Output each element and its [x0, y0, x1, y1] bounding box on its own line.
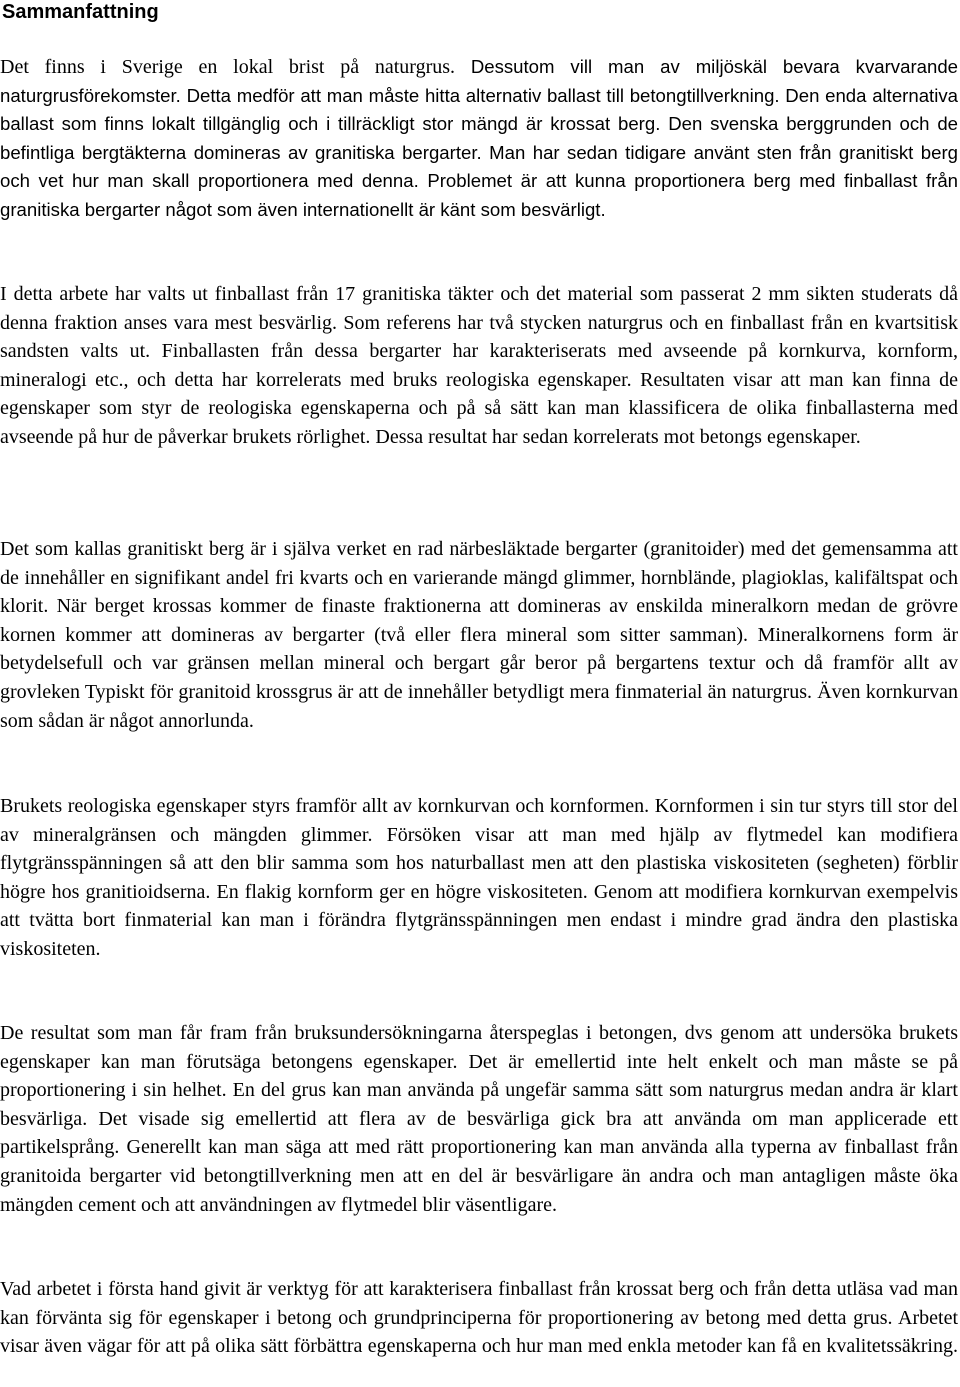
paragraph-intro — [0, 53, 958, 224]
paragraph-conclusion-text: Vad arbetet i första hand givit är verktyg för att karakterisera finballast från krossat berg och från detta utläsa vad man kan förvänta sig för egenskaper i betong och grundprinciperna för proportionering av betong med detta grus. Arbetet visar även vägar för att på olika sätt förbättra egenskaperna och hur man med enkla metoder kan få en kvalitetssäkring. — [0, 1278, 958, 1358]
paragraph-concrete-text: De resultat som man får fram från bruksundersökningarna återspeglas i betongen, dvs genom att undersöka brukets egenskaper kan man förutsäga betongens egenskaper. Det är emellertid inte helt enkelt och man måste se på proportionering i sin helhet. En del grus kan man använda på ungefär samma sätt som naturgrus medan andra är klart besvärliga. Det visade sig emellertid att flera av de besvärliga gick bra att använda om man applicerade ett partikelsprång. Generellt kan man säga att med rätt proportionering kan man använda alla typerna av finballast från granitoida bergarter vid betongtillverkning men att en del är besvärligare än andra och man antagligen måste öka mängden cement och att användningen av flytmedel blir väsentligare. — [0, 1022, 958, 1216]
paragraph-rheology-text: Brukets reologiska egenskaper styrs framför allt av kornkurvan och kornformen. Kornformen i sin tur styrs till stor del av mineralgränsen och mängden glimmer. Försöken visar att man med hjälp av flytmedel kan modifiera flytgränsspänningen så att den blir samma som hos naturballast men att den plastiska viskositeten (segheten) förblir högre hos granitioidserna. En flakig kornform ger en högre viskositeten. Genom att modifiera kornkurvan exempelvis att tvätta bort finmaterial kan man i förändra flytgränsspänningen men endast i mindre grad ändra den plastiska viskositeten. — [0, 795, 958, 960]
paragraph-granite-text: Det som kallas granitiskt berg är i själva verket en rad närbesläktade bergarter (granitoider) med det gemensamma att de innehåller en signifikant andel fri kvarts och en varierande mängd glimmer, hornblände, plagioklas, kalifältspat och klorit. När berget krossas kommer de finaste fraktionerna att domineras av enskilda mineralkorn medan de grövre kornen kommer att domineras av bergarter (två eller flera mineral som sitter samman). Mineralkornens form är betydelsefull och var gränsen mellan mineral och bergart går beror på bergartens textur och då framför allt av grovleken Typiskt för granitoid krossgrus är att de innehåller betydligt mera finmaterial än naturgrus. Även kornkurvan som sådan är något annorlunda. — [0, 538, 958, 732]
paragraph-rheology — [0, 792, 958, 964]
page-title: Sammanfattning — [2, 1, 159, 23]
paragraph-granite — [0, 535, 958, 735]
paragraph-intro-part-1: Det finns i Sverige en lokal brist på naturgrus. — [0, 56, 471, 78]
paragraph-concrete — [0, 1019, 958, 1219]
paragraph-method-text: I detta arbete har valts ut finballast från 17 granitiska täkter och det material som passerat 2 mm sikten studerats då denna fraktion anses vara mest besvärlig. Som referens har två stycken naturgrus och en finballast från en kvartsitisk sandsten valts ut. Finballasten från dessa bergarter har karakteriserats med avseende på kornkurva, kornform, mineralogi etc., och detta har korrelerats med bruks reologiska egenskaper. Resultaten visar att man kan finna de egenskaper som styr de reologiska egenskaperna och på så sätt kan man klassificera de olika finballasterna med avseende på hur de påverkar brukets rörlighet. Dessa resultat har sedan korrelerats mot betongs egenskaper. — [0, 283, 958, 448]
paragraph-intro-part-2: Dessutom vill man av miljöskäl bevara kvarvarande naturgrusförekomster. Detta medför att man måste hitta alternativ ballast till betongtillverkning. Den enda alternativa ballast som finns lokalt tillgänglig och i tillräckligt stor mängd är krossat berg. Den svenska berggrunden och de befintliga bergtäkterna domineras av granitiska bergarter. Man har sedan tidigare använt sten från granitiskt berg och vet hur man skall proportionera med denna. Problemet är att kunna proportionera berg med finballast från granitiska bergarter något som även internationellt är känt som besvärligt. — [0, 56, 958, 220]
paragraph-conclusion — [0, 1275, 958, 1361]
paragraph-method — [0, 280, 958, 452]
